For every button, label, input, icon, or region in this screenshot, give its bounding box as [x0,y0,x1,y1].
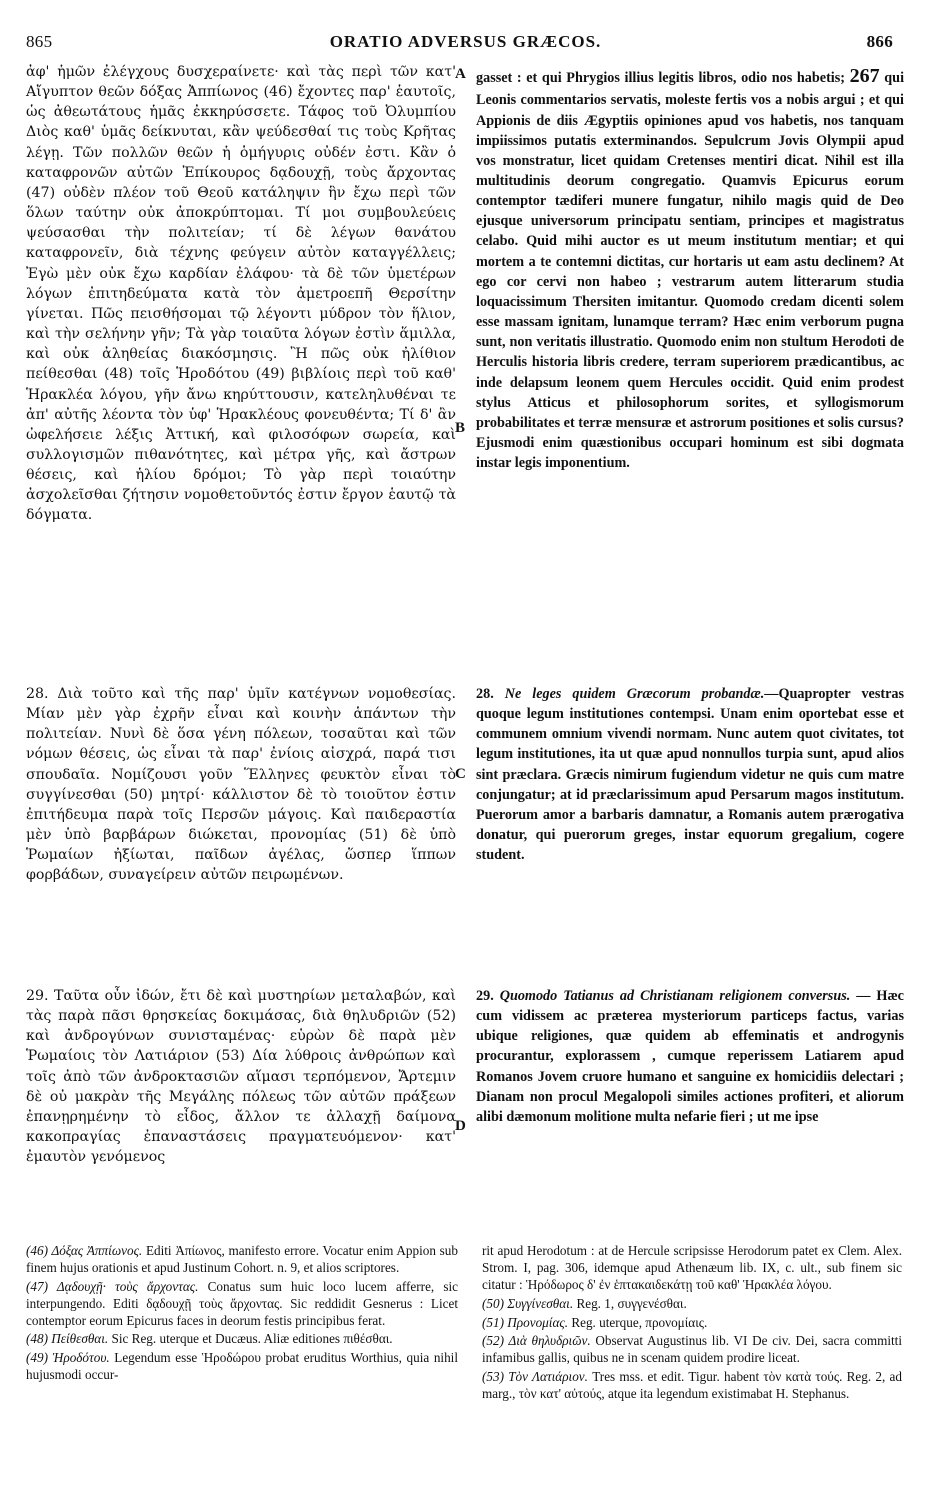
section-title-28: Ne leges quidem Græcorum probandæ. [504,686,765,702]
margin-letter-a: A [455,66,466,82]
latin-p1-part-b: qui Leonis commentarios servatis, moleste fertis vos a nobis argui ; et qui Appionis de diis Ægyptiis opiniones apud vos habetis, nos tanquam impiissimos putatis exterminandos. Sepulcrum Jovis Olympii apud vos monstratur, licet quidam Cretenses mentiri dicat. Nihil est illa multitudinis deorum congregatio. Quamvis Epicurus eorum contemptor tædiferi munere fungatur, nihilo magis quid de Deo ejusque universorum principatu sentiam, principes et magistratus celabo. Quid mihi auctor es ut meum institutum mentiar; et qui mortem a te contemni dictitas, cur hortaris ut eam astu declinem? At ego cor cervi non habeo ; vestrarum autem litterarum studia loquacissimum Thersiten imitantur. Quomodo credam dicenti solem esse massam ignitam, lunamque terram? Hæc enim verborum pugna sunt, non veritatis illustratio. Quomodo enim non stultum Herodoti de Herculis historia libris credere, terram superiorem prædicantibus, ac inde delapsum leonem quem Hercules occidit. Quid enim prodest stylus Atticus et philosophorum sorites, et syllogismorum probabilitates et terræ mensuræ et astrorum positiones et solis cursus? Ejusmodi enim quæstionibus occupari hominum est sibi dogmata instar legis imponentium. [476,70,905,472]
footnote-text: Observat Augustinus lib. VI De civ. Dei, sacra committi infamibus gallis, quibus ne in scenam quidem prodire liceat. [482,1333,902,1366]
section-title-29: Quomodo Tatianus ad Christianam religionem conversus. [499,988,851,1004]
latin-paragraph-28 [476,684,904,865]
footnote-text: Reg. 1, συγγενέσθαι. [573,1295,687,1311]
footnote-text: Editi Ἀπίωνος, manifesto errore. Vocatur enim Appion sub finem hujus orationis et apud Justinum Cohort. n. 9, et alios scriptores. [26,1243,458,1275]
footnote-text: Sic Reg. uterque et Ducæus. Aliæ editiones πιθέσθαι. [108,1331,393,1347]
footnote-46 [26,1243,458,1277]
greek-paragraph-1: ἀφ' ἡμῶν ἐλέγχους δυσχεραίνετε· καὶ τὰς περὶ τῶν κατ' Αἴγυπτον θεῶν δόξας Ἀππίωνος (46) ἔχοντες παρ' ἑαυτοῖς, ὡς ἀθεωτάτους ἡμᾶς ἐκκηρύσσετε. Τάφος τοῦ Ὀλυμπίου Διὸς καθ' ὑμᾶς δείκνυται, κἂν ψεύδεσθαί τις τοὺς Κρῆτας λέγῃ. Τῶν πολλῶν θεῶν ἡ ὁμήγυρις οὐδέν ἐστι. Κἂν ὁ καταφρονῶν αὐτῶν Ἐπίκουρος δᾳδουχῇ, τοὺς ἄρχοντας (47) οὐδὲν πλέον τοῦ Θεοῦ κατάληψιν ἣν ἔχω περὶ τῶν ὅλων ταύτην οὐκ ἀποκρύπτομαι. Τί μοι συμβουλεύεις ψεύσασθαι τὴν πολιτείαν; τί δὲ λέγων θανάτου καταφρονεῖν, διὰ τέχνης φεύγειν αὐτὸν καταγγέλλεις; Ἐγὼ μὲν οὐκ ἔχω καρδίαν ἐλάφου· τὰ δὲ τῶν ὑμετέρων λόγων ἐπιτηδεύματα κατὰ τὸν ἀμετροεπῆ Θερσίτην γίνεται. Πῶς πεισθήσομαι τῷ λέγοντι μύδρον τὸν ἥλιον, καὶ τὴν σελήνην γῆν; Τὰ γὰρ τοιαῦτα λόγων ἐστὶν ἅμιλλα, καὶ οὐκ ἀληθείας διακόσμησις. Ἢ πῶς οὐκ ἠλίθιον πείθεσθαι (48) τοῖς Ἡροδότου (49) βιβλίοις περὶ τοῦ καθ' Ἡρακλέα λόγου, γῆν ἄνω κηρύττουσιν, κατεληλυθέναι τε ἀπ' αὐτῆς λέοντα τὸν ὑφ' Ἡρακλέους φονευθέντα; Τί δ' ἂν ὠφελήσειε λέξις Ἀττική, καὶ φιλοσόφων σωρεία, καὶ συλλογισμῶν πιθανότητες, καὶ μέτρα γῆς, καὶ ἄστρων θέσεις, καὶ ἡλίου δρόμοι; Τὸ γὰρ περὶ τοιαύτην ἀσχολεῖσθαι ζήτησιν νομοθετοῦντός ἐστιν ἔργον ἑαυτῷ τὰ δόγματα. [26,64,456,524]
footnotes-left [26,1243,458,1386]
latin-paragraph-29 [476,986,904,1127]
footnote-50 [482,1296,902,1313]
latin-paragraph-1 [476,62,904,473]
footnote-text: Tres mss. et edit. Tigur. habent τὸν κατὰ τούς. Reg. 2, ad marg., τὸν κατ' αὐτούς, atque ita legendum existimabat H. Stephanus. [482,1369,902,1402]
footnote-49-continued [482,1243,902,1294]
footnote-52 [482,1333,902,1367]
footnote-text: Legendum esse Ἡροδώρου probat eruditus Worthius, quia nihil hujusmodi occur- [26,1350,458,1383]
footnote-lemma: (46) Δόξας Ἀππίωνος. [26,1243,143,1258]
footnote-text: rit apud Herodotum : at de Hercule scripsisse Herodorum patet ex Clem. Alex. Strom. I, pag. 306, idemque apud Athenæum lib. IX, c. ult., sub finem sic citatur : Ἡρόδωρος δ' ἐν ἑπτακαιδεκάτῃ τοῦ καθ' Ἡρακλέα λόγου. [482,1243,902,1292]
section-number-29: 29. [476,988,494,1004]
running-title: ORATIO ADVERSUS GRÆCOS. [329,32,602,51]
latin-p1-part-a: gasset : et qui Phrygios illius legitis libros, odio nos habetis; [476,70,845,86]
margin-letter-d: D [455,1118,466,1134]
footnote-49 [26,1350,458,1384]
section-number-28: 28. [476,686,494,702]
footnote-lemma: (51) Προνομίας. [482,1314,569,1330]
right-page-number: 866 [866,32,893,51]
footnote-lemma: (53) Τὸν Λατιάριον. [482,1369,588,1385]
footnote-text: Conatus sum huic loco lucem afferre, sic interpungendo. Editi δᾳδουχῇ τοὺς ἄρχοντας. Sic reddidit Gesnerus : Licet contemptor eorum Epicurus faces in deorum festis principibus ferat. [26,1278,458,1328]
greek-paragraph-29: 29. Ταῦτα οὖν ἰδών, ἔτι δὲ καὶ μυστηρίων μεταλαβών, καὶ τὰς παρὰ πᾶσι θρησκείας δοκιμάσας, διὰ θηλυδριῶν (52) καὶ ἀνδρογύνων συνισταμένας· εὑρὼν δὲ παρὰ μὲν Ῥωμαίοις τὸν Λατιάριον (53) Δία λύθροις ἀνθρώπων καὶ τοῖς ἀπὸ τῶν ἀνδροκτασιῶν αἵμασι τερπόμενον, Ἄρτεμιν δὲ οὐ μακρὰν τῆς Μεγάλης πόλεως τῶν αὐτῶν πράξεων ἐπανῃρημένην τὸ εἶδος, ἄλλον τε ἀλλαχῇ δαίμονα κακοπραγίας ἐπαναστάσεις πραγματευόμενον· κατ' ἐμαυτὸν γενόμενος [26,988,456,1166]
footnote-lemma: (50) Συγγίνεσθαι. [482,1295,574,1311]
left-page-number: 865 [26,32,53,51]
greek-paragraph-28: 28. Διὰ τοῦτο καὶ τῆς παρ' ὑμῖν κατέγνων νομοθεσίας. Μίαν μὲν γὰρ ἐχρῆν εἶναι καὶ κοινὴν ἁπάντων τὴν πολιτείαν. Νυνὶ δὲ ὅσα γένη πόλεων, τοσαῦται καὶ τῶν νόμων θέσεις, ὡς εἶναι τὰ παρ' ἐνίοις αἰσχρά, παρά τισι σπουδαῖα. Νομίζουσι γοῦν Ἕλληνες φευκτὸν εἶναι τὸ συγγίνεσθαι (50) μητρί· κάλλιστον δὲ τὸ τοιοῦτον ἐστιν ἐπιτήδευμα παρὰ τοῖς Περσῶν μάγοις. Καὶ παιδεραστία μὲν ὑπὸ βαρβάρων διώκεται, προνομίας (51) δὲ ὑπὸ Ῥωμαίων ἠξίωται, παῖδων ἀγέλας, ὥσπερ ἵππων φορβάδων, συναγείρειν αὐτῶν πειρωμένων. [26,686,456,884]
footnote-lemma: (48) Πείθεσθαι. [26,1331,109,1347]
margin-letter-b: B [455,420,466,436]
footnote-text: Reg. uterque, προνομίαις. [568,1314,708,1330]
footnotes-right [482,1243,902,1405]
footnote-48 [26,1331,458,1348]
footnote-47 [26,1279,458,1330]
footnote-lemma: (52) Διὰ θηλυδριῶν. [482,1333,591,1349]
footnote-53 [482,1369,902,1403]
margin-letter-c: C [455,766,466,782]
section-body-28: —Quapropter vestras quoque legum institutiones contempsi. Unam enim oportebat esse et communem omnium vivendi normam. Nunc autem quot civitates, tot legum institutiones, ita ut quæ apud nonnullos turpia sunt, apud alios sint præclara. Græcis nimirum fugiendum videtur ne quis cum matre conjungatur; at id præclarissimum apud Persarum magos institutum. Puerorum amor a barbaris damnatur, a Romanis autem prærogativa donatur, qui puerorum greges, instar equorum gregalium, cogere student. [476,686,905,864]
footnote-51 [482,1315,902,1332]
footnote-lemma: (49) Ἡροδότου. [26,1350,110,1366]
section-body-29: — Hæc cum vidissem ac præterea mysteriorum particeps factus, varias ubique religiones, quæ quidem ab effeminatis et androgynis procurantur, explorassem , cumque reperissem Latiarem apud Romanos Jovem cruore humano et sanguine ex homicidiis delectari ; Dianam non procul Megalopoli similes actiones profiteri, et aliorum alibi dæmonum molitione multa nefarie fieri ; ut me ipse [476,988,904,1125]
footnote-lemma: (47) Δᾳδουχῇ· τοὺς ἄρχοντας. [26,1278,199,1294]
patrologia-column-number: 267 [849,65,880,87]
